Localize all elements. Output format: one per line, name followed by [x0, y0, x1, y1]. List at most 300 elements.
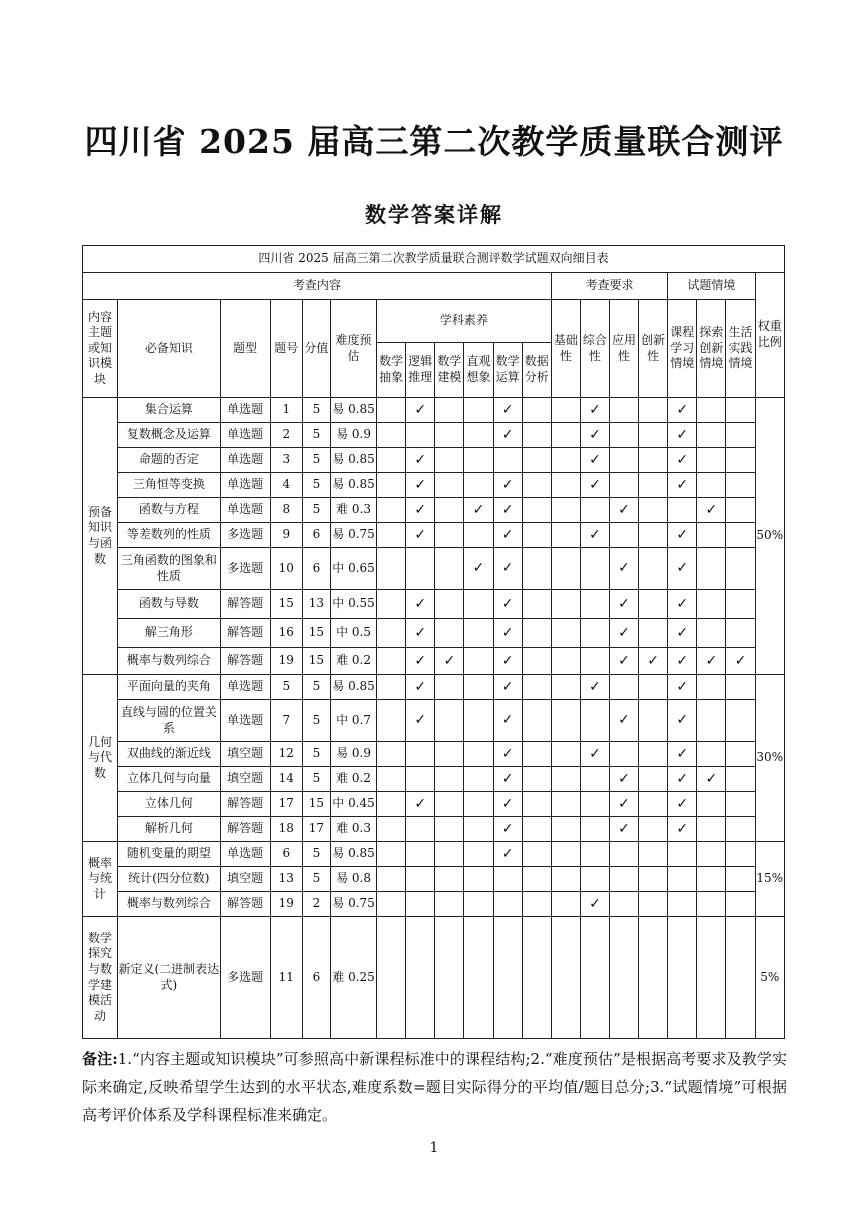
number-cell: 6: [270, 842, 302, 867]
number-cell: 19: [270, 892, 302, 917]
mark-cell: [464, 523, 493, 548]
mark-cell: [522, 498, 551, 523]
mark-cell: [639, 842, 668, 867]
mark-cell: [668, 700, 697, 742]
type-cell: 单选题: [220, 448, 270, 473]
number-cell: 14: [270, 767, 302, 792]
mark-cell: [551, 619, 580, 648]
check-icon: ✓: [501, 624, 514, 641]
score-cell: 5: [302, 398, 330, 423]
mark-cell: [464, 867, 493, 892]
mark-cell: [522, 675, 551, 700]
mark-cell: [580, 619, 609, 648]
mark-cell: [609, 498, 638, 523]
mark-cell: [435, 648, 464, 675]
knowledge-cell: 集合运算: [118, 398, 220, 423]
mark-cell: [406, 700, 435, 742]
mark-cell: [697, 523, 726, 548]
mark-cell: [697, 700, 726, 742]
mark-cell: [493, 817, 522, 842]
table-row: [83, 498, 785, 523]
mark-cell: [639, 792, 668, 817]
table-row: [83, 792, 785, 817]
check-icon: ✓: [414, 624, 427, 641]
mark-cell: [435, 498, 464, 523]
mark-cell: [493, 767, 522, 792]
check-icon: ✓: [705, 770, 718, 787]
mark-cell: [464, 842, 493, 867]
mark-cell: [639, 548, 668, 590]
number-cell: 11: [270, 917, 302, 1039]
mark-cell: [639, 675, 668, 700]
mark-cell: [493, 675, 522, 700]
mark-cell: [639, 817, 668, 842]
check-icon: ✓: [501, 745, 514, 762]
mark-cell: [697, 767, 726, 792]
mark-cell: [435, 767, 464, 792]
type-cell: 单选题: [220, 473, 270, 498]
mark-cell: [435, 917, 464, 1039]
table-row: [83, 767, 785, 792]
knowledge-cell: 等差数列的性质: [118, 523, 220, 548]
mark-cell: [697, 498, 726, 523]
mark-cell: [464, 590, 493, 619]
check-icon: ✓: [589, 451, 601, 468]
table-row: [83, 700, 785, 742]
mark-cell: [580, 590, 609, 619]
table-row: [83, 619, 785, 648]
difficulty-cell: 易 0.75: [330, 892, 376, 917]
type-cell: 单选题: [220, 498, 270, 523]
mark-cell: [726, 767, 755, 792]
number-cell: 19: [270, 648, 302, 675]
number-cell: 1: [270, 398, 302, 423]
score-cell: 6: [302, 917, 330, 1039]
mark-cell: [580, 548, 609, 590]
mark-cell: [377, 742, 406, 767]
header-req-3: 创新性: [639, 300, 668, 398]
mark-cell: [639, 700, 668, 742]
check-icon: ✓: [414, 401, 427, 418]
difficulty-cell: 易 0.8: [330, 867, 376, 892]
score-cell: 5: [302, 700, 330, 742]
type-cell: 多选题: [220, 523, 270, 548]
table-row: [83, 675, 785, 700]
mark-cell: [551, 767, 580, 792]
mark-cell: [522, 590, 551, 619]
mark-cell: [639, 648, 668, 675]
mark-cell: [522, 648, 551, 675]
weight-cell: 5%: [755, 917, 784, 1039]
mark-cell: [726, 817, 755, 842]
mark-cell: [435, 842, 464, 867]
check-icon: ✓: [734, 652, 747, 669]
check-icon: ✓: [618, 624, 630, 641]
mark-cell: [609, 398, 638, 423]
mark-cell: [493, 448, 522, 473]
mark-cell: [580, 498, 609, 523]
header-literacy: 学科素养: [377, 300, 552, 343]
mark-cell: [639, 448, 668, 473]
type-cell: 解答题: [220, 892, 270, 917]
mark-cell: [726, 792, 755, 817]
mark-cell: [406, 817, 435, 842]
module-cell: 数学探究与数学建模活动: [83, 917, 118, 1039]
check-icon: ✓: [414, 712, 427, 729]
mark-cell: [609, 892, 638, 917]
mark-cell: [464, 767, 493, 792]
mark-cell: [406, 892, 435, 917]
header-difficulty: 难度预估: [330, 300, 376, 398]
mark-cell: [464, 423, 493, 448]
mark-cell: [580, 523, 609, 548]
document-title: 四川省 2025 届高三第二次教学质量联合测评: [84, 122, 784, 161]
mark-cell: [493, 473, 522, 498]
header-lit-1: 逻辑推理: [406, 343, 435, 398]
check-icon: ✓: [589, 895, 601, 912]
type-cell: 单选题: [220, 675, 270, 700]
mark-cell: [609, 767, 638, 792]
module-cell: 预备知识与函数: [83, 398, 118, 675]
difficulty-cell: 易 0.85: [330, 675, 376, 700]
knowledge-cell: 概率与数列综合: [118, 892, 220, 917]
mark-cell: [580, 817, 609, 842]
knowledge-cell: 双曲线的渐近线: [118, 742, 220, 767]
check-icon: ✓: [501, 820, 514, 837]
score-cell: 5: [302, 867, 330, 892]
type-cell: 单选题: [220, 398, 270, 423]
type-cell: 多选题: [220, 917, 270, 1039]
header-weight: 权重比例: [755, 273, 784, 398]
number-cell: 17: [270, 792, 302, 817]
check-icon: ✓: [414, 476, 427, 493]
table-row: [83, 648, 785, 675]
header-sit-2: 生活实践情境: [726, 300, 755, 398]
knowledge-cell: 解析几何: [118, 817, 220, 842]
score-cell: 2: [302, 892, 330, 917]
type-cell: 单选题: [220, 700, 270, 742]
difficulty-cell: 中 0.7: [330, 700, 376, 742]
table-row: [83, 842, 785, 867]
mark-cell: [406, 498, 435, 523]
mark-cell: [697, 398, 726, 423]
check-icon: ✓: [676, 745, 689, 762]
mark-cell: [726, 423, 755, 448]
mark-cell: [639, 917, 668, 1039]
mark-cell: [609, 523, 638, 548]
mark-cell: [493, 892, 522, 917]
number-cell: 10: [270, 548, 302, 590]
header-situations: 试题情境: [668, 273, 755, 300]
mark-cell: [726, 619, 755, 648]
mark-cell: [580, 742, 609, 767]
mark-cell: [406, 792, 435, 817]
mark-cell: [551, 423, 580, 448]
score-cell: 5: [302, 473, 330, 498]
check-icon: ✓: [501, 595, 514, 612]
number-cell: 12: [270, 742, 302, 767]
mark-cell: [377, 448, 406, 473]
number-cell: 16: [270, 619, 302, 648]
check-icon: ✓: [618, 712, 630, 729]
mark-cell: [522, 548, 551, 590]
mark-cell: [377, 700, 406, 742]
table-row: [83, 473, 785, 498]
check-icon: ✓: [705, 501, 718, 518]
mark-cell: [435, 423, 464, 448]
type-cell: 填空题: [220, 867, 270, 892]
mark-cell: [697, 423, 726, 448]
number-cell: 13: [270, 867, 302, 892]
check-icon: ✓: [676, 795, 689, 812]
difficulty-cell: 易 0.85: [330, 398, 376, 423]
check-icon: ✓: [676, 526, 689, 543]
mark-cell: [726, 473, 755, 498]
header-sit-0: 课程学习情境: [668, 300, 697, 398]
mark-cell: [522, 792, 551, 817]
knowledge-cell: 函数与导数: [118, 590, 220, 619]
mark-cell: [406, 448, 435, 473]
mark-cell: [493, 523, 522, 548]
mark-cell: [493, 548, 522, 590]
mark-cell: [609, 917, 638, 1039]
score-cell: 15: [302, 648, 330, 675]
mark-cell: [609, 548, 638, 590]
check-icon: ✓: [501, 401, 514, 418]
mark-cell: [668, 448, 697, 473]
table-row: [83, 590, 785, 619]
mark-cell: [551, 398, 580, 423]
difficulty-cell: 易 0.75: [330, 523, 376, 548]
mark-cell: [551, 473, 580, 498]
check-icon: ✓: [676, 712, 689, 729]
knowledge-cell: 立体几何: [118, 792, 220, 817]
header-requirements: 考查要求: [551, 273, 667, 300]
number-cell: 18: [270, 817, 302, 842]
module-cell: 概率与统计: [83, 842, 118, 917]
mark-cell: [668, 767, 697, 792]
mark-cell: [435, 892, 464, 917]
mark-cell: [609, 867, 638, 892]
mark-cell: [406, 648, 435, 675]
header-type: 题型: [220, 300, 270, 398]
mark-cell: [377, 548, 406, 590]
mark-cell: [406, 398, 435, 423]
mark-cell: [726, 523, 755, 548]
mark-cell: [609, 648, 638, 675]
mark-cell: [639, 742, 668, 767]
header-req-1: 综合性: [580, 300, 609, 398]
mark-cell: [580, 842, 609, 867]
mark-cell: [406, 742, 435, 767]
mark-cell: [435, 398, 464, 423]
difficulty-cell: 易 0.85: [330, 842, 376, 867]
check-icon: ✓: [414, 795, 427, 812]
score-cell: 5: [302, 423, 330, 448]
mark-cell: [551, 892, 580, 917]
check-icon: ✓: [618, 652, 630, 669]
mark-cell: [464, 448, 493, 473]
check-icon: ✓: [676, 770, 689, 787]
mark-cell: [493, 700, 522, 742]
mark-cell: [668, 742, 697, 767]
mark-cell: [726, 448, 755, 473]
mark-cell: [697, 742, 726, 767]
check-icon: ✓: [501, 770, 514, 787]
mark-cell: [377, 767, 406, 792]
check-icon: ✓: [501, 476, 514, 493]
weight-cell: 50%: [755, 398, 784, 675]
mark-cell: [522, 842, 551, 867]
mark-cell: [551, 700, 580, 742]
table-row: [83, 523, 785, 548]
mark-cell: [464, 817, 493, 842]
weight-cell: 15%: [755, 842, 784, 917]
check-icon: ✓: [589, 401, 601, 418]
type-cell: 填空题: [220, 767, 270, 792]
mark-cell: [697, 473, 726, 498]
header-lit-0: 数学抽象: [377, 343, 406, 398]
mark-cell: [726, 742, 755, 767]
mark-cell: [697, 448, 726, 473]
mark-cell: [726, 590, 755, 619]
type-cell: 多选题: [220, 548, 270, 590]
type-cell: 单选题: [220, 842, 270, 867]
score-cell: 5: [302, 448, 330, 473]
mark-cell: [697, 648, 726, 675]
mark-cell: [551, 548, 580, 590]
mark-cell: [580, 423, 609, 448]
mark-cell: [435, 742, 464, 767]
score-cell: 6: [302, 523, 330, 548]
mark-cell: [551, 742, 580, 767]
mark-cell: [668, 792, 697, 817]
notes-label: 备注:: [82, 1050, 118, 1068]
check-icon: ✓: [501, 560, 514, 577]
mark-cell: [522, 473, 551, 498]
mark-cell: [726, 548, 755, 590]
mark-cell: [522, 398, 551, 423]
mark-cell: [609, 473, 638, 498]
check-icon: ✓: [414, 595, 427, 612]
check-icon: ✓: [589, 476, 601, 493]
header-lit-5: 数据分析: [522, 343, 551, 398]
table-row: [83, 817, 785, 842]
mark-cell: [464, 892, 493, 917]
header-lit-2: 数学建模: [435, 343, 464, 398]
table-row: [83, 548, 785, 590]
mark-cell: [609, 590, 638, 619]
mark-cell: [668, 867, 697, 892]
mark-cell: [377, 590, 406, 619]
type-cell: 解答题: [220, 619, 270, 648]
mark-cell: [377, 817, 406, 842]
table-row: [83, 917, 785, 1039]
mark-cell: [435, 548, 464, 590]
difficulty-cell: 中 0.45: [330, 792, 376, 817]
mark-cell: [726, 675, 755, 700]
mark-cell: [464, 548, 493, 590]
mark-cell: [668, 842, 697, 867]
mark-cell: [464, 648, 493, 675]
mark-cell: [639, 423, 668, 448]
mark-cell: [668, 892, 697, 917]
number-cell: 9: [270, 523, 302, 548]
mark-cell: [697, 817, 726, 842]
check-icon: ✓: [676, 401, 689, 418]
number-cell: 5: [270, 675, 302, 700]
number-cell: 7: [270, 700, 302, 742]
difficulty-cell: 难 0.2: [330, 767, 376, 792]
mark-cell: [551, 523, 580, 548]
mark-cell: [464, 619, 493, 648]
difficulty-cell: 易 0.9: [330, 423, 376, 448]
specification-table: [82, 245, 785, 1039]
check-icon: ✓: [472, 560, 485, 577]
mark-cell: [726, 648, 755, 675]
check-icon: ✓: [414, 501, 427, 518]
mark-cell: [435, 817, 464, 842]
check-icon: ✓: [414, 451, 427, 468]
mark-cell: [580, 892, 609, 917]
mark-cell: [609, 448, 638, 473]
mark-cell: [609, 619, 638, 648]
check-icon: ✓: [676, 476, 689, 493]
knowledge-cell: 三角恒等变换: [118, 473, 220, 498]
mark-cell: [377, 619, 406, 648]
mark-cell: [580, 792, 609, 817]
score-cell: 5: [302, 842, 330, 867]
score-cell: 5: [302, 742, 330, 767]
mark-cell: [435, 675, 464, 700]
knowledge-cell: 函数与方程: [118, 498, 220, 523]
mark-cell: [493, 867, 522, 892]
mark-cell: [522, 619, 551, 648]
mark-cell: [609, 817, 638, 842]
mark-cell: [697, 548, 726, 590]
mark-cell: [435, 792, 464, 817]
difficulty-cell: 中 0.5: [330, 619, 376, 648]
mark-cell: [668, 590, 697, 619]
type-cell: 解答题: [220, 792, 270, 817]
mark-cell: [609, 742, 638, 767]
mark-cell: [639, 473, 668, 498]
mark-cell: [639, 892, 668, 917]
module-cell: 几何与代数: [83, 675, 118, 842]
mark-cell: [493, 590, 522, 619]
mark-cell: [435, 867, 464, 892]
knowledge-cell: 概率与数列综合: [118, 648, 220, 675]
mark-cell: [668, 619, 697, 648]
table-row: [83, 448, 785, 473]
mark-cell: [551, 590, 580, 619]
mark-cell: [435, 619, 464, 648]
check-icon: ✓: [472, 501, 485, 518]
number-cell: 3: [270, 448, 302, 473]
check-icon: ✓: [501, 501, 514, 518]
mark-cell: [464, 675, 493, 700]
table-row: [83, 423, 785, 448]
header-lit-4: 数学运算: [493, 343, 522, 398]
mark-cell: [726, 842, 755, 867]
mark-cell: [522, 892, 551, 917]
mark-cell: [551, 498, 580, 523]
header-score: 分值: [302, 300, 330, 398]
mark-cell: [580, 767, 609, 792]
check-icon: ✓: [618, 770, 630, 787]
check-icon: ✓: [676, 652, 689, 669]
check-icon: ✓: [501, 845, 514, 862]
